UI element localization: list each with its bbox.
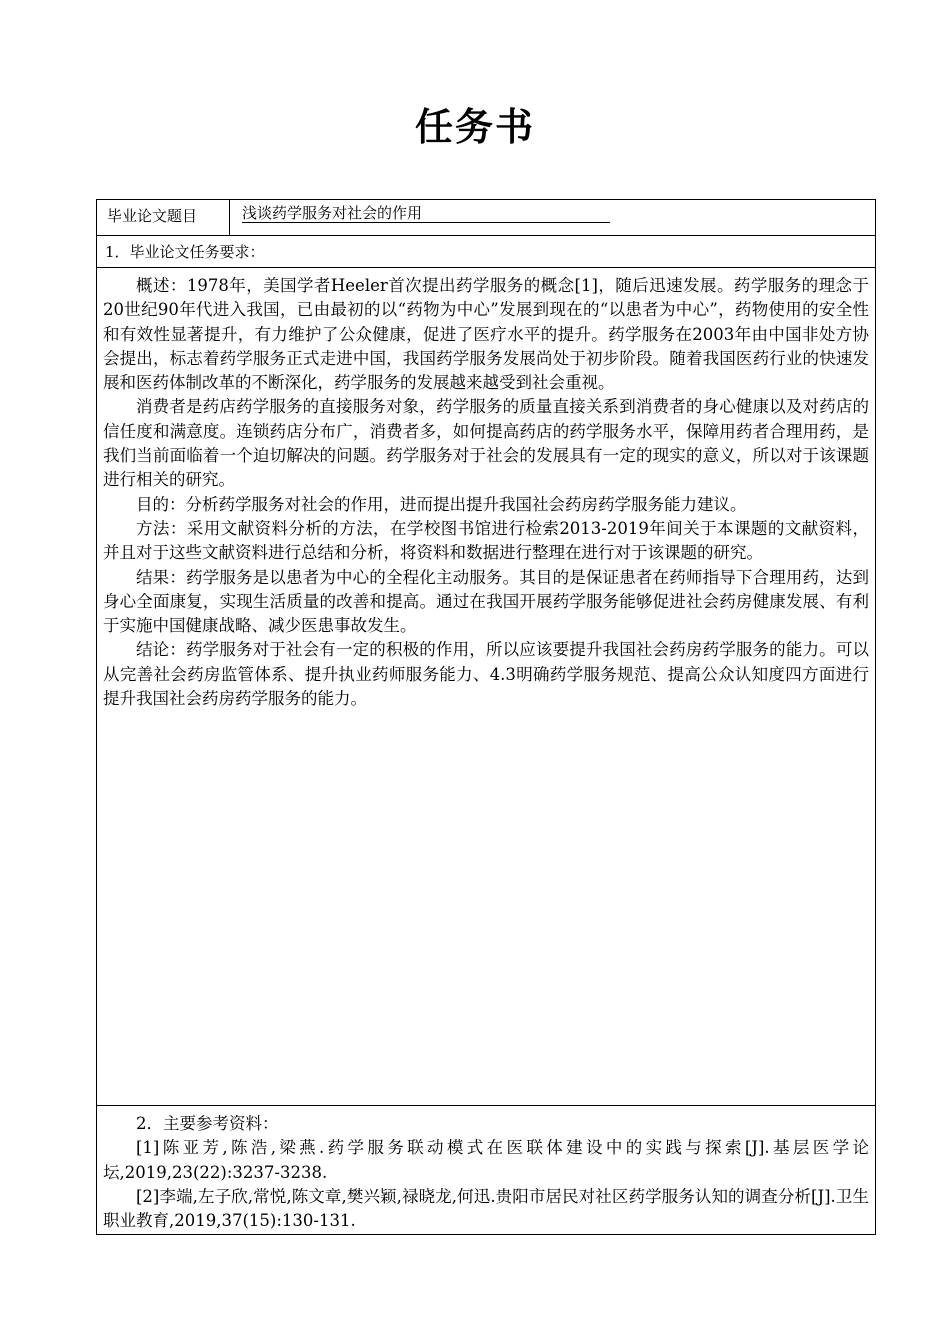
- requirements-heading: 1．毕业论文任务要求：: [97, 236, 875, 268]
- task-form-table: [96, 199, 876, 1235]
- requirements-body: [97, 268, 875, 1106]
- reference-item: [1]陈亚芳,陈浩,梁燕.药学服务联动模式在医联体建设中的实践与探索[J].基层医学论坛,2019,23(22):3237-3238.: [103, 1138, 869, 1182]
- reference-item: [2]李端,左子欣,常悦,陈文章,樊兴颖,禄晓龙,何迅.贵阳市居民对社区药学服务认知的调查分析[J].卫生职业教育,2019,37(15):130-131.: [103, 1186, 869, 1231]
- conclusion-paragraph: 结论：药学服务对于社会有一定的积极的作用，所以应该要提升我国社会药房药学服务的能力。可以从完善社会药房监管体系、提升执业药师服务能力、4.3明确药学服务规范、提高公众认知度四方面进行提升我国社会药房药学服务的能力。: [103, 640, 869, 709]
- references-heading: 2．主要参考资料：: [136, 1114, 279, 1133]
- topic-row: [97, 200, 875, 236]
- topic-value: 浅谈药学服务对社会的作用: [242, 205, 610, 223]
- method-paragraph: 方法：采用文献资料分析的方法，在学校图书馆进行检索2013-2019年间关于本课题的文献资料，并且对于这些文献资料进行总结和分析，将资料和数据进行整理在进行对于该课题的研究。: [103, 518, 869, 563]
- page-title: 任务书: [414, 105, 535, 149]
- consumer-paragraph: 消费者是药店药学服务的直接服务对象，药学服务的质量直接关系到消费者的身心健康以及对药店的信任度和满意度。连锁药店分布广，消费者多，如何提高药店的药学服务水平，保障用药者合理用药，是我们当前面临着一个迫切解决的问题。药学服务对于社会的发展具有一定的现实的意义，所以对于该课题进行相关的研究。: [103, 397, 869, 490]
- overview-paragraph: 概述：1978年，美国学者Heeler首次提出药学服务的概念[1]，随后迅速发展。药学服务的理念于20世纪90年代进入我国，已由最初的以“药物为中心”发展到现在的“以患者为中心”，药物使用的安全性和有效性显著提升，有力维护了公众健康，促进了医疗水平的提升。药学服务在2003年由中国非处方协会提出，标志着药学服务正式走进中国，我国药学服务发展尚处于初步阶段。随着我国医药行业的快速发展和医药体制改革的不断深化，药学服务的发展越来越受到社会重视。: [103, 276, 869, 393]
- topic-label: 毕业论文题目: [97, 200, 230, 235]
- topic-value-cell: [230, 200, 875, 235]
- references-section: [97, 1106, 875, 1234]
- purpose-paragraph: 目的：分析药学服务对社会的作用，进而提出提升我国社会药房药学服务能力建议。: [136, 494, 747, 514]
- result-paragraph: 结果：药学服务是以患者为中心的全程化主动服务。其目的是保证患者在药师指导下合理用药，达到身心全面康复，实现生活质量的改善和提高。通过在我国开展药学服务能够促进社会药房健康发展、有利于实施中国健康战略、减少医患事故发生。: [103, 567, 869, 636]
